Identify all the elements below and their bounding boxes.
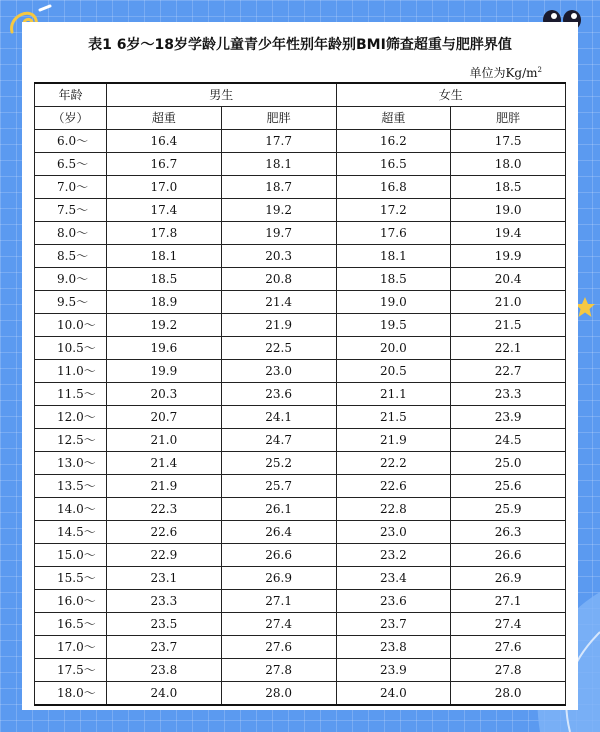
female-overweight-cell: 18.1: [336, 245, 451, 268]
age-cell: 13.5～: [35, 475, 107, 498]
male-overweight-cell: 17.8: [107, 222, 222, 245]
male-overweight-cell: 17.4: [107, 199, 222, 222]
female-obese-cell: 28.0: [451, 682, 566, 706]
male-overweight-cell: 23.1: [107, 567, 222, 590]
age-cell: 14.0～: [35, 498, 107, 521]
female-obese-cell: 18.0: [451, 153, 566, 176]
male-overweight-cell: 18.1: [107, 245, 222, 268]
age-cell: 7.0～: [35, 176, 107, 199]
female-obese-cell: 21.0: [451, 291, 566, 314]
table-row: [35, 268, 566, 291]
female-obese-cell: 19.9: [451, 245, 566, 268]
age-cell: 11.5～: [35, 383, 107, 406]
header-female: 女生: [336, 83, 566, 107]
table-row: [35, 383, 566, 406]
female-overweight-cell: 16.8: [336, 176, 451, 199]
male-overweight-cell: 21.9: [107, 475, 222, 498]
table-row: [35, 682, 566, 706]
male-obese-cell: 23.6: [221, 383, 336, 406]
male-obese-cell: 28.0: [221, 682, 336, 706]
table-row: [35, 245, 566, 268]
header-age-unit: （岁）: [35, 107, 107, 130]
male-overweight-cell: 16.7: [107, 153, 222, 176]
table-title: 表1 6岁～18岁学龄儿童青少年性别年龄别BMI筛查超重与肥胖界值: [88, 37, 512, 53]
male-overweight-cell: 18.5: [107, 268, 222, 291]
male-overweight-cell: 20.3: [107, 383, 222, 406]
female-obese-cell: 24.5: [451, 429, 566, 452]
male-overweight-cell: 21.0: [107, 429, 222, 452]
female-obese-cell: 25.0: [451, 452, 566, 475]
header-row-category: [35, 107, 566, 130]
age-cell: 9.5～: [35, 291, 107, 314]
age-cell: 11.0～: [35, 360, 107, 383]
table-row: [35, 521, 566, 544]
male-obese-cell: 21.9: [221, 314, 336, 337]
female-overweight-cell: 20.5: [336, 360, 451, 383]
male-obese-cell: 19.2: [221, 199, 336, 222]
female-overweight-cell: 22.8: [336, 498, 451, 521]
age-cell: 17.5～: [35, 659, 107, 682]
header-male-obese: 肥胖: [221, 107, 336, 130]
male-obese-cell: 27.6: [221, 636, 336, 659]
table-row: [35, 176, 566, 199]
age-cell: 12.0～: [35, 406, 107, 429]
male-obese-cell: 23.0: [221, 360, 336, 383]
male-obese-cell: 17.7: [221, 130, 336, 153]
female-overweight-cell: 21.9: [336, 429, 451, 452]
male-obese-cell: 19.7: [221, 222, 336, 245]
age-cell: 15.0～: [35, 544, 107, 567]
female-overweight-cell: 21.5: [336, 406, 451, 429]
table-row: [35, 314, 566, 337]
table-row: [35, 544, 566, 567]
header-female-obese: 肥胖: [451, 107, 566, 130]
male-obese-cell: 27.1: [221, 590, 336, 613]
header-female-overweight: 超重: [336, 107, 451, 130]
female-overweight-cell: 19.0: [336, 291, 451, 314]
female-obese-cell: 27.6: [451, 636, 566, 659]
male-overweight-cell: 19.2: [107, 314, 222, 337]
age-cell: 16.5～: [35, 613, 107, 636]
female-overweight-cell: 23.7: [336, 613, 451, 636]
age-cell: 10.0～: [35, 314, 107, 337]
male-obese-cell: 26.6: [221, 544, 336, 567]
age-cell: 15.5～: [35, 567, 107, 590]
male-obese-cell: 25.2: [221, 452, 336, 475]
age-cell: 6.0～: [35, 130, 107, 153]
table-row: [35, 222, 566, 245]
male-overweight-cell: 17.0: [107, 176, 222, 199]
table-row: [35, 475, 566, 498]
female-obese-cell: 19.0: [451, 199, 566, 222]
female-overweight-cell: 21.1: [336, 383, 451, 406]
age-cell: 10.5～: [35, 337, 107, 360]
table-row: [35, 659, 566, 682]
table-row: [35, 153, 566, 176]
table-row: [35, 130, 566, 153]
table-row: [35, 291, 566, 314]
male-overweight-cell: 22.6: [107, 521, 222, 544]
female-overweight-cell: 22.2: [336, 452, 451, 475]
female-overweight-cell: 23.9: [336, 659, 451, 682]
table-row: [35, 452, 566, 475]
male-obese-cell: 27.4: [221, 613, 336, 636]
male-obese-cell: 22.5: [221, 337, 336, 360]
female-obese-cell: 17.5: [451, 130, 566, 153]
male-overweight-cell: 18.9: [107, 291, 222, 314]
male-overweight-cell: 21.4: [107, 452, 222, 475]
female-overweight-cell: 23.0: [336, 521, 451, 544]
female-overweight-cell: 24.0: [336, 682, 451, 706]
female-overweight-cell: 23.2: [336, 544, 451, 567]
bmi-table: [34, 82, 566, 706]
male-obese-cell: 26.4: [221, 521, 336, 544]
male-overweight-cell: 23.7: [107, 636, 222, 659]
female-overweight-cell: 17.2: [336, 199, 451, 222]
table-row: [35, 360, 566, 383]
age-cell: 13.0～: [35, 452, 107, 475]
female-overweight-cell: 17.6: [336, 222, 451, 245]
document-card: [22, 22, 578, 710]
table-row: [35, 590, 566, 613]
header-row-gender: [35, 83, 566, 107]
male-obese-cell: 18.7: [221, 176, 336, 199]
male-obese-cell: 27.8: [221, 659, 336, 682]
female-overweight-cell: 23.4: [336, 567, 451, 590]
age-cell: 18.0～: [35, 682, 107, 706]
header-age: 年龄: [35, 83, 107, 107]
male-overweight-cell: 20.7: [107, 406, 222, 429]
female-obese-cell: 23.3: [451, 383, 566, 406]
male-obese-cell: 25.7: [221, 475, 336, 498]
age-cell: 12.5～: [35, 429, 107, 452]
male-overweight-cell: 23.8: [107, 659, 222, 682]
table-row: [35, 567, 566, 590]
female-overweight-cell: 23.6: [336, 590, 451, 613]
header-male-overweight: 超重: [107, 107, 222, 130]
male-overweight-cell: 23.3: [107, 590, 222, 613]
unit-label: [469, 64, 542, 81]
age-cell: 7.5～: [35, 199, 107, 222]
female-overweight-cell: 16.5: [336, 153, 451, 176]
table-row: [35, 636, 566, 659]
age-cell: 8.0～: [35, 222, 107, 245]
age-cell: 16.0～: [35, 590, 107, 613]
table-row: [35, 406, 566, 429]
male-overweight-cell: 22.3: [107, 498, 222, 521]
female-obese-cell: 18.5: [451, 176, 566, 199]
age-cell: 8.5～: [35, 245, 107, 268]
female-obese-cell: 21.5: [451, 314, 566, 337]
unit-superscript: 2: [537, 66, 542, 74]
female-overweight-cell: 19.5: [336, 314, 451, 337]
female-overweight-cell: 22.6: [336, 475, 451, 498]
male-obese-cell: 26.9: [221, 567, 336, 590]
female-overweight-cell: 18.5: [336, 268, 451, 291]
female-obese-cell: 19.4: [451, 222, 566, 245]
table-row: [35, 337, 566, 360]
female-obese-cell: 27.1: [451, 590, 566, 613]
male-overweight-cell: 24.0: [107, 682, 222, 706]
age-cell: 14.5～: [35, 521, 107, 544]
male-obese-cell: 20.8: [221, 268, 336, 291]
female-obese-cell: 25.6: [451, 475, 566, 498]
table-row: [35, 199, 566, 222]
male-obese-cell: 24.7: [221, 429, 336, 452]
female-overweight-cell: 20.0: [336, 337, 451, 360]
female-overweight-cell: 16.2: [336, 130, 451, 153]
female-obese-cell: 20.4: [451, 268, 566, 291]
male-overweight-cell: 19.9: [107, 360, 222, 383]
male-overweight-cell: 23.5: [107, 613, 222, 636]
age-cell: 6.5～: [35, 153, 107, 176]
male-overweight-cell: 16.4: [107, 130, 222, 153]
male-obese-cell: 20.3: [221, 245, 336, 268]
female-obese-cell: 27.8: [451, 659, 566, 682]
table-body: [35, 130, 566, 706]
female-overweight-cell: 23.8: [336, 636, 451, 659]
male-obese-cell: 21.4: [221, 291, 336, 314]
table-row: [35, 429, 566, 452]
male-overweight-cell: 22.9: [107, 544, 222, 567]
male-obese-cell: 18.1: [221, 153, 336, 176]
header-male: 男生: [107, 83, 337, 107]
male-obese-cell: 26.1: [221, 498, 336, 521]
female-obese-cell: 22.1: [451, 337, 566, 360]
male-obese-cell: 24.1: [221, 406, 336, 429]
female-obese-cell: 27.4: [451, 613, 566, 636]
female-obese-cell: 22.7: [451, 360, 566, 383]
female-obese-cell: 23.9: [451, 406, 566, 429]
age-cell: 17.0～: [35, 636, 107, 659]
table-row: [35, 498, 566, 521]
female-obese-cell: 26.3: [451, 521, 566, 544]
age-cell: 9.0～: [35, 268, 107, 291]
table-row: [35, 613, 566, 636]
female-obese-cell: 26.6: [451, 544, 566, 567]
unit-text: 单位为Kg/m: [469, 66, 538, 80]
female-obese-cell: 26.9: [451, 567, 566, 590]
female-obese-cell: 25.9: [451, 498, 566, 521]
male-overweight-cell: 19.6: [107, 337, 222, 360]
